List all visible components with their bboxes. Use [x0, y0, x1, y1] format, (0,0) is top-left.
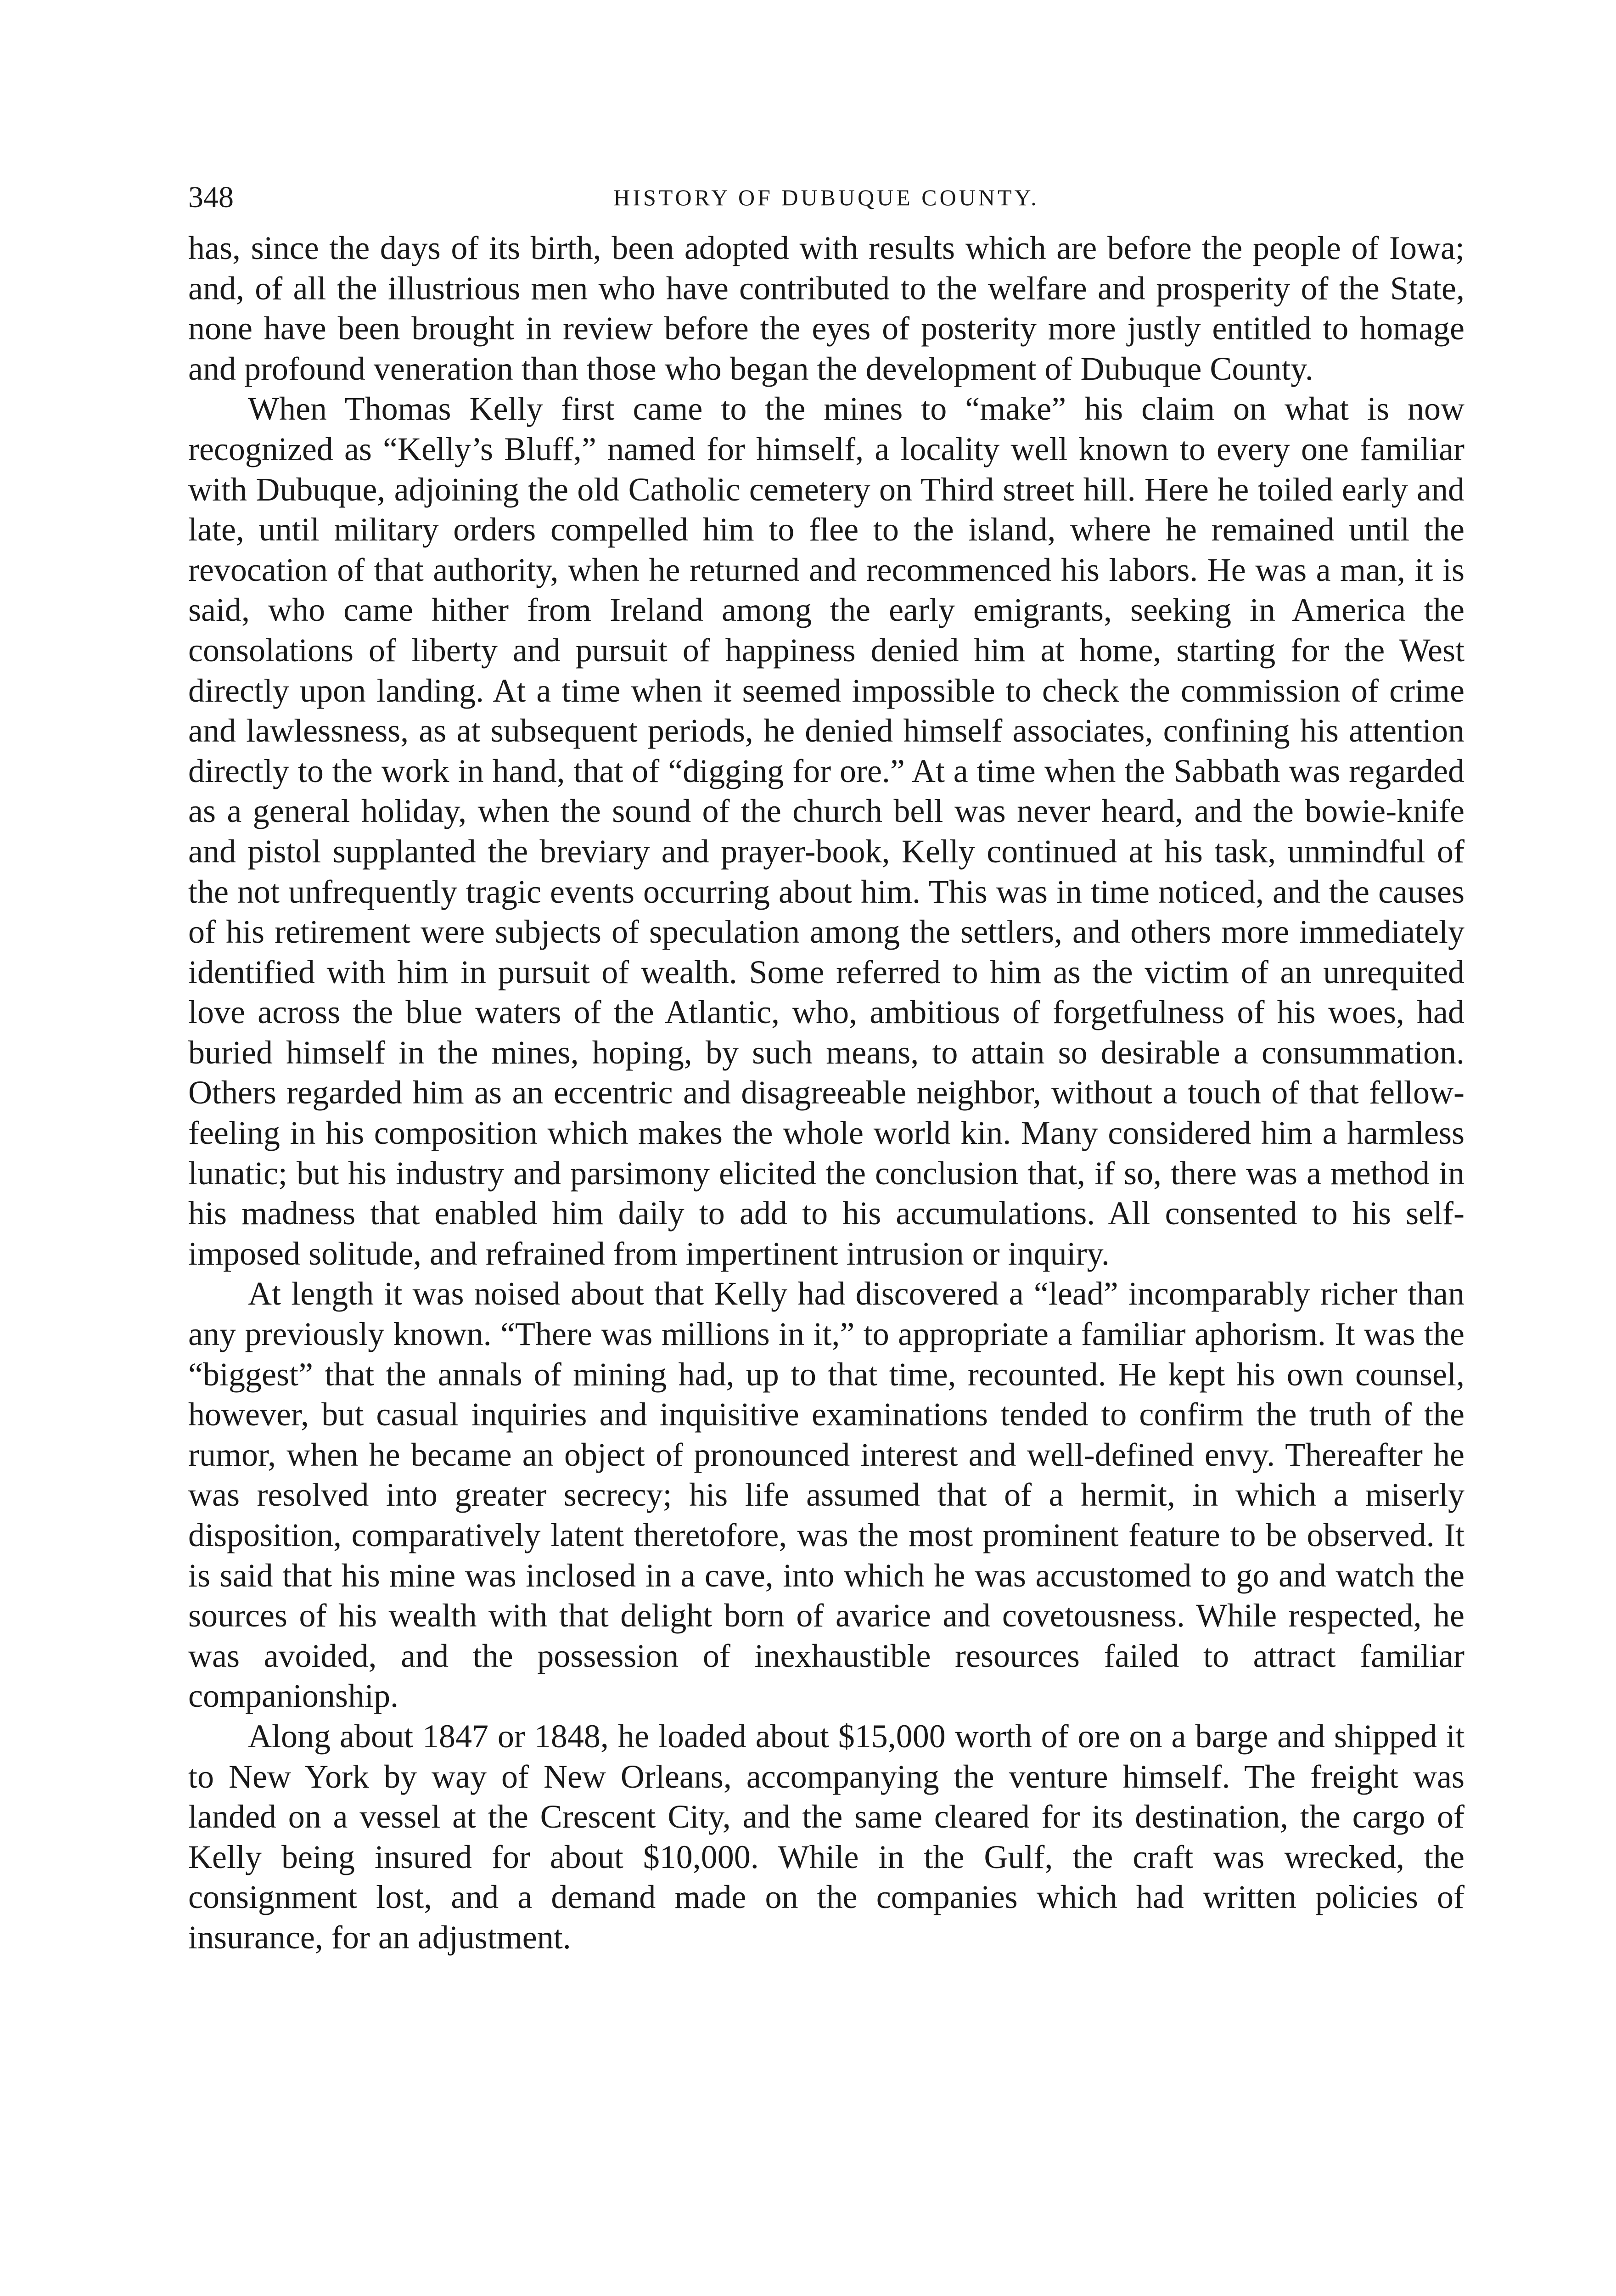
book-page — [188, 177, 1464, 1958]
running-title: HISTORY OF DUBUQUE COUNTY. — [613, 185, 1039, 210]
body-text — [188, 228, 1464, 1958]
paragraph-continuation: has, since the days of its birth, been adopted with results which are before the people of Iowa; and, of all the illustrious men who have contributed to the welfare and prosperity of the State, none have been brought in review before the eyes of posterity more justly entitled to homage and profound veneration than those who began the development of Dubuque County. — [188, 230, 1464, 387]
page-number: 348 — [188, 180, 234, 214]
running-head — [188, 177, 1464, 218]
paragraph-thomas-kelly: When Thomas Kelly first came to the mines to “make” his claim on what is now recognized as “Kelly’s Bluff,” named for himself, a locality well known to every one familiar with Dubuque, adjoining the old Catholic cemetery on Third street hill. Here he toiled early and late, until military orders compelled him to flee to the island, where he remained until the revocation of that authority, when he returned and recommenced his labors. He was a man, it is said, who came hither from Ireland among the early emigrants, seeking in America the consolations of liberty and pursuit of happiness denied him at home, starting for the West directly upon landing. At a time when it seemed impossible to check the commission of crime and lawlessness, as at subsequent periods, he denied himself associates, confining his attention directly to the work in hand, that of “digging for ore.” At a time when the Sabbath was regarded as a general holiday, when the sound of the church bell was never heard, and the bowie-knife and pistol supplanted the breviary and prayer-book, Kelly continued at his task, unmindful of the not unfrequently tragic events occurring about him. This was in time noticed, and the causes of his retirement were subjects of speculation among the settlers, and others more immediately identified with him in pursuit of wealth. Some referred to him as the victim of an unrequited love across the blue waters of the Atlantic, who, ambitious of forgetfulness of his woes, had buried himself in the mines, hoping, by such means, to attain so desirable a consummation. Others regarded him as an eccentric and disagreeable neighbor, without a touch of that fellow-feeling in his composition which makes the whole world kin. Many considered him a harmless lunatic; but his industry and parsimony elicited the conclusion that, if so, there was a method in his madness that enabled him daily to add to his accumulations. All consented to his self-imposed solitude, and refrained from impertinent intrusion or inquiry. — [188, 390, 1464, 1272]
paragraph-ore-shipment: Along about 1847 or 1848, he loaded about $15,000 worth of ore on a barge and shipped it to New York by way of New Orleans, accompanying the venture himself. The freight was landed on a vessel at the Crescent City, and the same cleared for its destination, the cargo of Kelly being insured for about $10,000. While in the Gulf, the craft was wrecked, the consignment lost, and a demand made on the companies which had written policies of insurance, for an adjustment. — [188, 1717, 1464, 1956]
paragraph-lead-discovery: At length it was noised about that Kelly had discovered a “lead” incomparably richer than any previously known. “There was millions in it,” to appropriate a familiar aphorism. It was the “biggest” that the annals of mining had, up to that time, recounted. He kept his own counsel, however, but casual inquiries and inquisitive examinations tended to confirm the truth of the rumor, when he became an object of pronounced interest and well-defined envy. Thereafter he was resolved into greater secrecy; his life assumed that of a hermit, in which a miserly disposition, comparatively latent theretofore, was the most prominent feature to be observed. It is said that his mine was inclosed in a cave, into which he was accustomed to go and watch the sources of his wealth with that delight born of avarice and covetousness. While respected, he was avoided, and the possession of inexhaustible resources failed to attract familiar companionship. — [188, 1275, 1464, 1715]
